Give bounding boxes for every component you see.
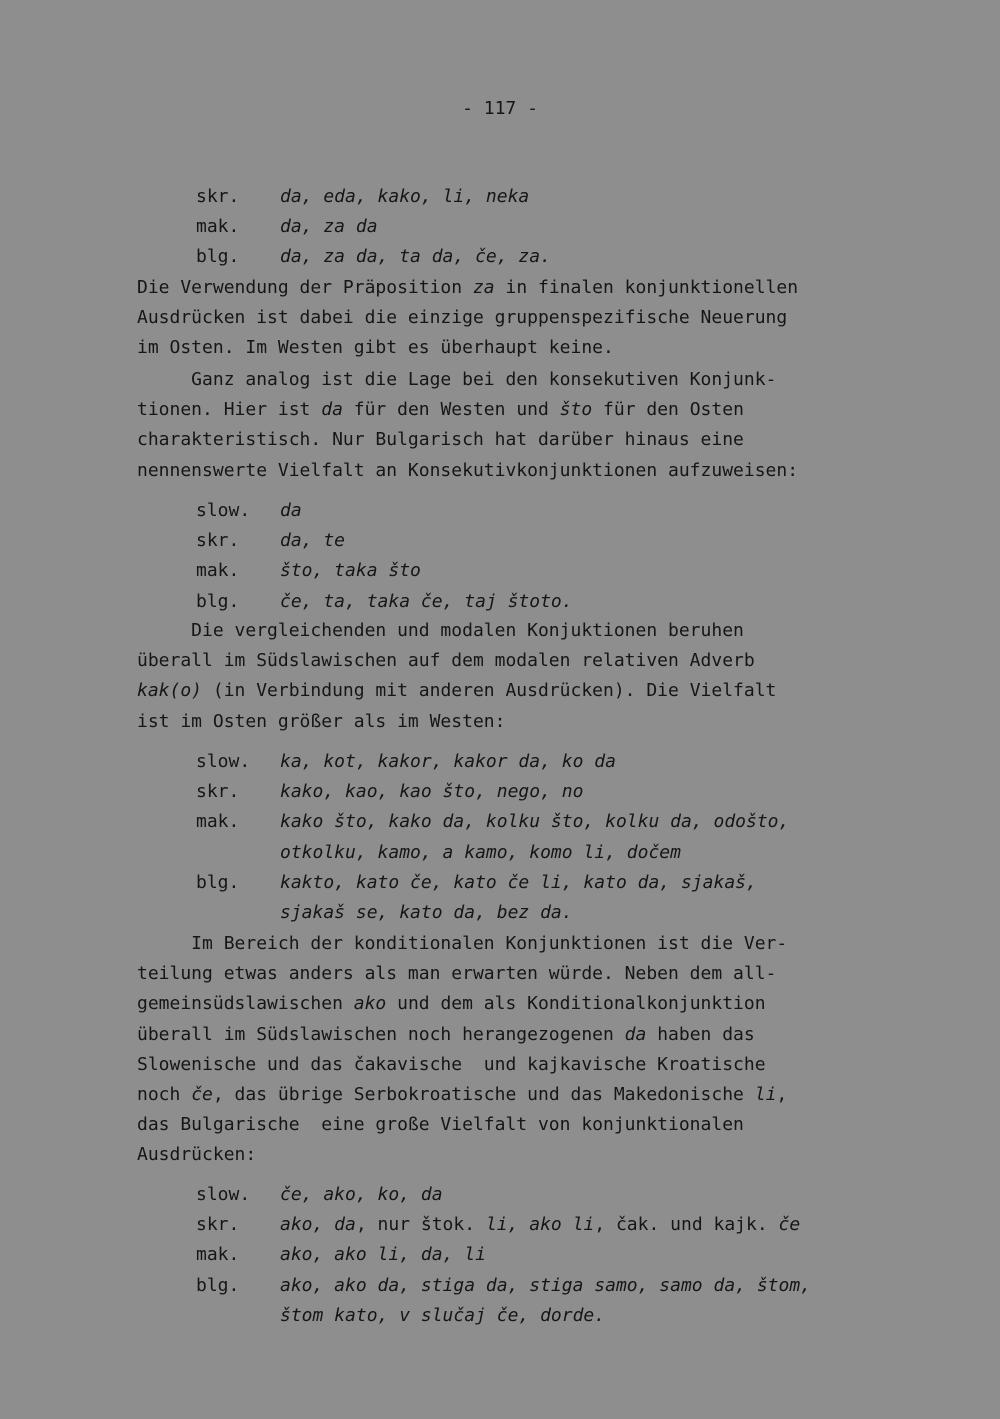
example-language-label: skr.: [196, 1214, 240, 1236]
example-forms: če, ako, ko, da: [280, 1184, 443, 1205]
example-language-label: slow.: [196, 751, 251, 772]
text-run: Im Bereich der konditionalen Konjunktionen ist die Ver-: [137, 933, 788, 954]
text-run: und dem als Konditionalkonjunktion: [386, 993, 766, 1015]
example-forms: da, za da: [280, 216, 378, 238]
paragraph-line: [137, 395, 744, 425]
example-forms: što, taka što: [280, 560, 421, 582]
example-language-label: mak.: [196, 811, 240, 833]
cited-form: da: [624, 1023, 647, 1045]
cited-form: kak(o): [137, 680, 203, 702]
example-forms: štom kato, v slučaj če, dorde.: [280, 1304, 606, 1326]
example-forms: da, za da, ta da, če, za.: [280, 246, 551, 268]
example-forms: če, ta, taka če, taj štoto.: [280, 590, 573, 612]
example-forms: [280, 1210, 800, 1240]
text-run: (in Verbindung mit anderen Ausdrücken). Die Vielfalt: [202, 680, 777, 702]
example-note: , čak. und kajk.: [594, 1214, 779, 1236]
text-run: überall im Südslawischen auf dem modalen relativen Adverb: [137, 650, 755, 672]
example-language-label: blg.: [196, 590, 240, 612]
paragraph-line: [137, 1140, 256, 1170]
text-run: das Bulgarische eine große Vielfalt von konjunktionalen: [137, 1114, 744, 1136]
text-run: haben das: [646, 1023, 755, 1045]
paragraph-line: [137, 425, 744, 455]
example-forms: kako što, kako da, kolku što, kolku da, odošto,: [280, 811, 790, 833]
text-run: Die Verwendung der Präposition: [137, 277, 473, 298]
example-forms: ako, ako da, stiga da, stiga samo, samo da, štom,: [280, 1274, 812, 1296]
text-run: in finalen konjunktionellen: [494, 277, 799, 298]
text-run: gemeinsüdslawischen: [137, 993, 354, 1015]
example-language-label: slow.: [196, 1184, 251, 1205]
text-run: Slowenische und das čakavische und kajkavische Kroatische: [137, 1053, 766, 1075]
cited-form: ako: [353, 993, 387, 1015]
text-run: ist im Osten größer als im Westen:: [137, 710, 506, 732]
example-language-label: skr.: [196, 781, 240, 803]
paragraph-line: [137, 456, 798, 486]
example-forms: ako, ako li, da, li: [280, 1244, 486, 1266]
example-language-label: mak.: [196, 216, 240, 238]
text-run: Die vergleichenden und modalen Konjuktionen beruhen: [137, 620, 744, 641]
text-run: für den Westen und: [342, 399, 560, 421]
paragraph-line: [137, 959, 776, 989]
text-run: im Osten. Im Westen gibt es überhaupt keine.: [137, 337, 614, 359]
example-form: če: [778, 1214, 801, 1236]
example-language-label: slow.: [196, 500, 251, 521]
text-run: überall im Südslawischen noch herangezogenen: [137, 1023, 625, 1045]
paragraph-line: [137, 1020, 755, 1050]
paragraph-line: [137, 616, 744, 646]
text-run: Ausdrücken ist dabei die einzige gruppenspezifische Neuerung: [137, 307, 788, 329]
example-forms: sjakaš se, kato da, bez da.: [280, 902, 573, 923]
paragraph-line: [137, 365, 776, 395]
text-run: teilung etwas anders als man erwarten würde. Neben dem all-: [137, 963, 777, 985]
example-language-label: blg.: [196, 1274, 240, 1296]
paragraph-line: [137, 303, 787, 333]
paragraph-line: [137, 929, 787, 959]
text-run: noch: [137, 1084, 192, 1105]
example-forms: ka, kot, kakor, kakor da, ko da: [280, 751, 616, 772]
text-run: Ausdrücken:: [137, 1144, 257, 1166]
example-language-label: blg.: [196, 871, 240, 893]
example-note: , nur štok.: [355, 1214, 486, 1236]
paragraph-line: [137, 676, 776, 706]
paragraph-line: [137, 333, 614, 363]
example-language-label: mak.: [196, 1244, 240, 1266]
text-run: , das übrige Serbokroatische und das Makedonische: [212, 1084, 755, 1105]
cited-form: da: [321, 399, 343, 421]
example-form: li, ako li: [485, 1214, 595, 1236]
cited-form: če: [191, 1084, 213, 1105]
paragraph-line: [137, 1110, 744, 1140]
example-form: ako, da: [280, 1214, 356, 1236]
cited-form: za: [472, 277, 495, 298]
example-forms: da, eda, kako, li, neka: [280, 186, 530, 207]
example-forms: da, te: [280, 530, 346, 552]
text-run: Ganz analog ist die Lage bei den konsekutiven Konjunk-: [137, 369, 777, 390]
page-number: - 117 -: [462, 98, 538, 119]
example-language-label: skr.: [196, 186, 240, 207]
paragraph-line: [137, 707, 505, 737]
example-forms: kako, kao, kao što, nego, no: [280, 781, 584, 803]
paragraph-line: [137, 989, 766, 1019]
paragraph-line: [137, 273, 798, 303]
example-language-label: blg.: [196, 246, 240, 268]
text-run: ,: [776, 1084, 788, 1105]
cited-form: što: [559, 399, 593, 421]
example-language-label: skr.: [196, 530, 240, 552]
paragraph-line: [137, 1080, 787, 1110]
text-run: nennenswerte Vielfalt an Konsekutivkonjunktionen aufzuweisen:: [137, 459, 799, 481]
example-forms: otkolku, kamo, a kamo, komo li, dočem: [280, 841, 681, 863]
example-forms: kakto, kato če, kato če li, kato da, sjakaš,: [280, 871, 757, 893]
text-run: tionen. Hier ist: [137, 399, 322, 421]
text-run: charakteristisch. Nur Bulgarisch hat darüber hinaus eine: [137, 429, 744, 451]
paragraph-line: [137, 1050, 766, 1080]
paragraph-line: [137, 646, 755, 676]
text-run: für den Osten: [592, 399, 744, 421]
cited-form: li: [754, 1084, 777, 1105]
example-language-label: mak.: [196, 560, 240, 582]
example-forms: da: [280, 500, 302, 521]
